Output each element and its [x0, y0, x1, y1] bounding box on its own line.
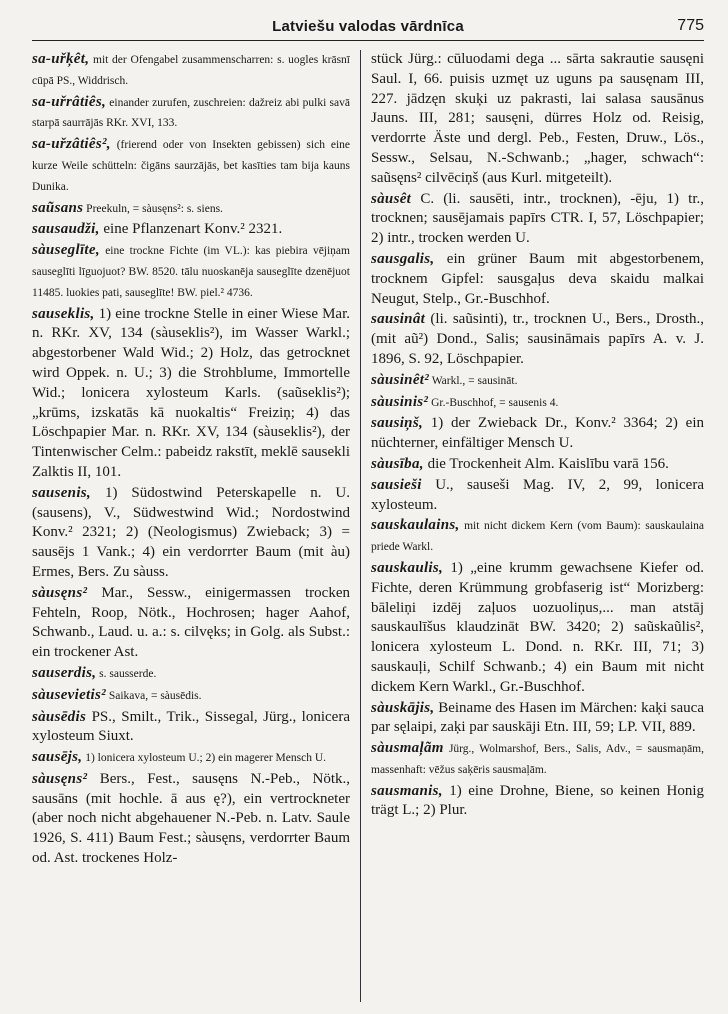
right-column — [371, 50, 704, 1005]
entry-definition: die Trockenheit Alm. Kaislību varā 156. — [423, 455, 669, 472]
entry-headword: sauskaulis, — [371, 559, 444, 576]
entry-definition: Bers., Fest., sausęns N.-Peb., Nötk., sausāns (mit hochle. ā aus ę?), ein vertrockneter (aber noch nicht abgehauener N.-Peb. n. Latv. Saule 1926, S. 411) Baum Fest.; sàusęns, verdorrter Baum od. Ast. trockenes Holz- — [32, 770, 350, 867]
entry-definition: 1) lonicera xylosteum U.; 2) ein magerer Mensch U. — [82, 752, 327, 765]
dictionary-entry — [371, 782, 704, 822]
entry-headword: sauseklis, — [32, 305, 95, 322]
dictionary-entry — [32, 584, 350, 663]
entry-headword: sàusēdis — [32, 708, 87, 725]
entry-definition: PS., Smilt., Trik., Sissegal, Jürg., lonicera xylosteum Siuxt. — [32, 708, 350, 745]
dictionary-entry — [32, 748, 350, 769]
entry-definition: 1) eine Drohne, Biene, so keinen Honig trägt L.; 2) Plur. — [371, 782, 704, 819]
entry-headword: sàusevietis² — [32, 686, 106, 703]
dictionary-entry — [32, 484, 350, 583]
entry-headword: sàuseglīte, — [32, 242, 100, 259]
dictionary-entry — [371, 371, 704, 392]
entry-headword: sa-uřzâtiês², — [32, 136, 111, 153]
entry-headword: sausenis, — [32, 484, 91, 501]
page-header — [32, 14, 704, 41]
entry-definition: eine Pflanzenart Konv.² 2321. — [99, 221, 283, 238]
dictionary-entry — [32, 305, 350, 483]
dictionary-entry — [371, 250, 704, 309]
dictionary-entry — [32, 199, 350, 220]
entry-headword: sàusęns² — [32, 770, 88, 787]
page-title: Latviešu valodas vārdnīca — [272, 18, 464, 35]
entry-definition: eine trockne Fichte (im VL.): kas piebira vējiņam sauseglīti līguojuot? BW. 8520. tālu nuoskanēja sauseglīte dzenējuot 11485. luokies pati, sauseglīte! BW. piel.² 4736. — [32, 245, 350, 299]
entry-definition: stück Jürg.: cūluodami dega ... sārta sakrautie sausęni Saul. I, 66. puisis uzmęt uz uguns pa sausęnam III, 227. jādzęn skuķi uz pakrasti, lai salasa sausānus Jauns. III, 281; sausęni, dürres Holz od. Reisig, verdorrte Äste und dergl. Peb., Festen, Druw., Lös., Sessw., Selsau, N.-Schwanb.; „hager, schwach“: saũsęns² cilvēciņš (aus Kurl. mitgeteilt). — [371, 51, 704, 186]
entry-headword: sàusinis² — [371, 393, 429, 410]
entry-definition: s. sausserde. — [96, 667, 157, 680]
entry-definition: 1) „eine krumm gewachsene Kiefer od. Fichte, deren Krümmung grobfaserig ist“ Morizberg: bāleliņi izdēj zaļuos uozuoliņus,... man atstāj sauskaulīšus klaudzināt BW. 3420; 2) saũskaũlis², lonicera xylosteum L. Dond. n. RKr. III, 71; 3) sauskauļi, Schilf Schwanb.; 4) ein Baum mit nicht dickem Kern Warkl., Gr.-Buschhof. — [371, 559, 704, 695]
entry-headword: sausaudži, — [32, 221, 100, 238]
entry-definition: Saikava, = sàusēdis. — [105, 689, 202, 702]
entry-definition: C. (li. sausēti, intr., trocknen), -ēju, 1) tr., trocknen; sausējamais papīrs CTR. I, 57, Löschpapier; 2) intr., trocken werden U. — [371, 190, 704, 247]
dictionary-entry — [32, 50, 350, 92]
entry-headword: sauskaulains, — [371, 517, 460, 534]
entry-definition: einander zurufen, zuschreien: dažreiz abi pulki savā starpā saurrājās RKr. XVI, 133. — [32, 96, 350, 130]
dictionary-entry — [371, 739, 704, 781]
dictionary-entry — [371, 414, 704, 454]
entry-definition: 1) eine trockne Stelle in einer Wiese Mar. n. RKr. XV, 134 (sàuseklis²), im Wasser Warkl.; abgestorbener Wald Wid.; 2) Holz, das getrocknet wird Oppek. n. U.; 3) die Strohblume, Immortelle Wid.; lonicera xylosteum Karls. (saũseklis²); „krūms, izskatās kā nuokaltis“ Freiziņ; 4) das Löschpapier Mar. n. RKr. XV, 134 (sàuseklis²), der Tintenwischer Celm.: pabeidz rakstīt, meklē sausekli Zalktis II, 101. — [32, 305, 350, 480]
entry-headword: sàusinêt² — [371, 371, 430, 388]
dictionary-entry — [32, 93, 350, 135]
dictionary-entry — [371, 516, 704, 558]
entry-definition: Beiname des Hasen im Märchen: kaķi sauca par sęlaipi, zaķi par sauskāji Etn. III, 59; LP. VII, 889. — [371, 699, 704, 736]
entry-headword: sàusmaļãm — [371, 740, 444, 757]
dictionary-entry — [32, 686, 350, 707]
dictionary-entry — [32, 220, 350, 240]
dictionary-entry — [371, 393, 704, 414]
entry-headword: sàusęns² — [32, 584, 88, 601]
entry-definition: U., sauseši Mag. IV, 2, 99, lonicera xylosteum. — [371, 476, 704, 513]
dictionary-entry — [32, 664, 350, 685]
entry-headword: sa-uřrâtiês, — [32, 93, 107, 110]
dictionary-entry — [32, 770, 350, 869]
dictionary-entry — [371, 50, 704, 189]
entry-headword: sàusêt — [371, 190, 412, 207]
entry-definition: Jürg., Wolmarshof, Bers., Salis, Adv., = sausmaņām, massenhaft: vēžus saķēris sausmaļām. — [371, 743, 704, 776]
entry-headword: sausgalis, — [371, 250, 435, 267]
entry-definition: ein grüner Baum mit abgestorbenem, trocknem Gipfel: sausgaļus deva skaidu malkai Neugut, Stelp., Gr.-Buschhof. — [371, 250, 704, 307]
dictionary-entry — [371, 190, 704, 249]
entry-definition: 1) Südostwind Peterskapelle n. U. (sausens), V., Südwestwind Wid.; Nordostwind Konv.² 2321; 2) (Neologismus) Zwieback; 3) = sausējs 1 Vank.; 4) ein verdorrter Baum (mit àu) Ermes, Bers. Zu sàuss. — [32, 484, 350, 580]
entry-headword: sauserdis, — [32, 664, 97, 681]
dictionary-entry — [371, 559, 704, 698]
entry-headword: sausiņš, — [371, 415, 424, 432]
entry-headword: sausinât — [371, 311, 426, 328]
dictionary-entry — [371, 455, 704, 475]
dictionary-entry — [32, 708, 350, 748]
entry-headword: sausējs, — [32, 749, 83, 766]
entry-definition: Mar., Sessw., einigermassen trocken Fehteln, Roop, Nötk., Hochrosen; hager Aahof, Schwanb., Laud. u. a.: s. cilvęks; in Golg. als Subst.: ein trockener Ast. — [32, 584, 350, 661]
entry-definition: Preekuln, = sàusęns²: s. siens. — [83, 202, 223, 215]
entry-headword: sàusība, — [371, 455, 424, 472]
page-number: 775 — [677, 17, 704, 34]
dictionary-entry — [371, 310, 704, 369]
entry-definition: mit nicht dickem Kern (vom Baum): sauskaulaina priede Warkl. — [371, 520, 704, 554]
dictionary-entry — [32, 241, 350, 303]
entry-headword: saũsans — [32, 199, 84, 216]
entry-headword: sa-uřķêt, — [32, 51, 90, 67]
dictionary-entry — [371, 699, 704, 739]
entry-definition: Warkl., = sausināt. — [429, 374, 518, 387]
entry-headword: sausieši — [371, 476, 422, 493]
entry-headword: sàuskājis, — [371, 699, 435, 716]
dictionary-entry — [32, 135, 350, 197]
entry-headword: sausmanis, — [371, 782, 443, 799]
dictionary-entry — [371, 476, 704, 516]
entry-definition: Gr.-Buschhof, = sausenis 4. — [428, 396, 559, 409]
entry-definition: mit der Ofengabel zusammenscharren: s. uogles krāsnī cūpā PS., Widdrisch. — [32, 54, 350, 87]
entry-definition: 1) der Zwieback Dr., Konv.² 3364; 2) ein nüchterner, einfältiger Mensch U. — [371, 415, 704, 452]
entry-definition: (li. saũsinti), tr., trocknen U., Bers., Drosth., (mit aũ²) Dond., Salis; sausināmais papīrs A. v. J. 1896, S. 92, Löschpapier. — [371, 311, 704, 367]
left-column — [32, 50, 350, 1005]
entry-definition: (frierend oder von Insekten gebissen) sich eine kurze Weile schütteln: čigāns saurzājās, bet kasīties tam bija kauns Dunika. — [32, 139, 350, 193]
column-divider — [360, 50, 361, 1002]
